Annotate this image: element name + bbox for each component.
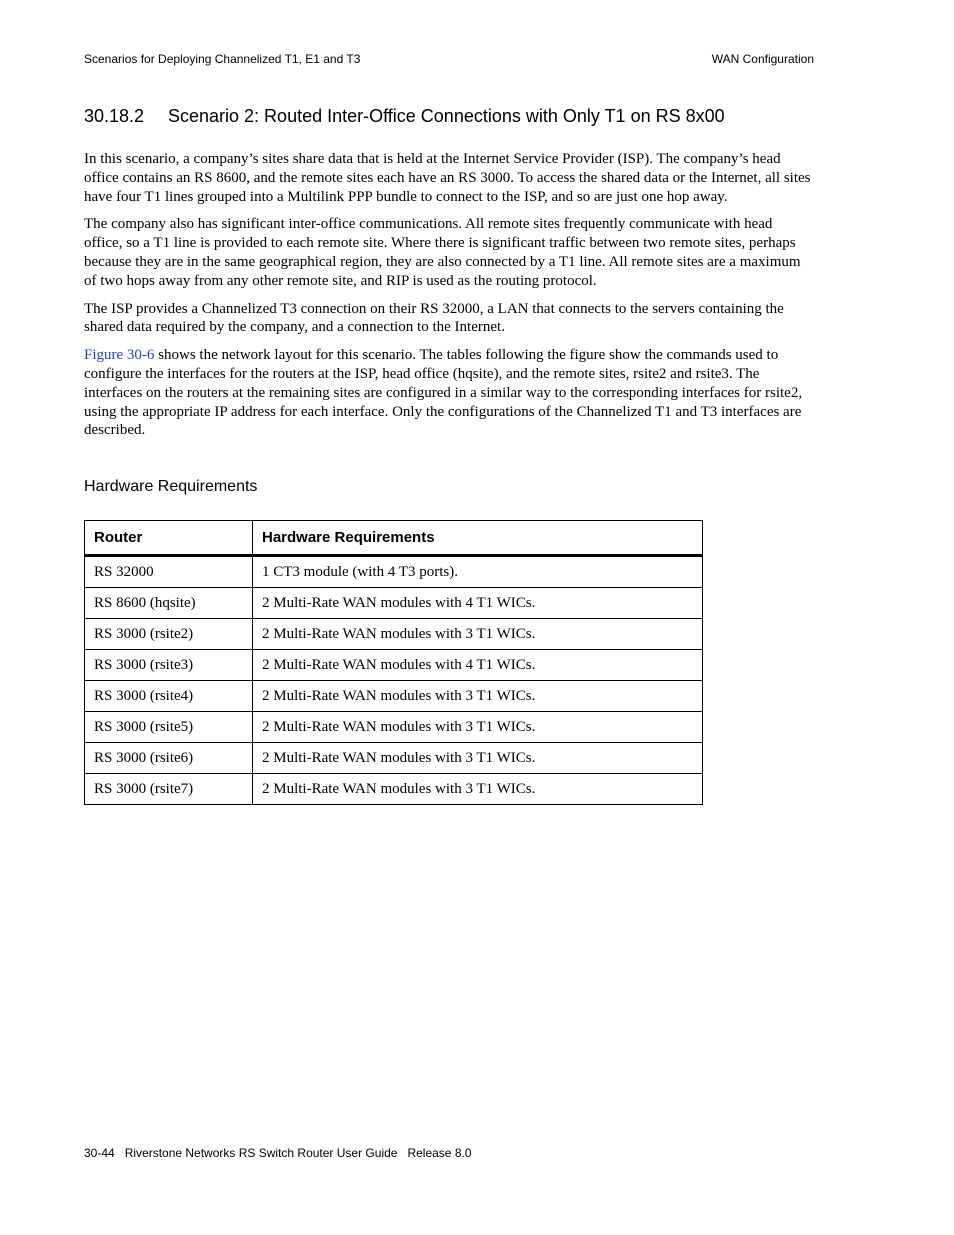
hardware-cell: 2 Multi-Rate WAN modules with 4 T1 WICs. — [253, 650, 703, 681]
paragraph-3: The ISP provides a Channelized T3 connection on their RS 32000, a LAN that connects to the servers containing the shared data required by the company, and a connection to the Internet. — [84, 300, 784, 336]
paragraph-4-text: shows the network layout for this scenario. The tables following the figure show the commands used to configure the interfaces for the routers at the ISP, head office (hqsite), and the remote sites, rsite2 and rsite3. The interfaces on the routers at the remaining sites are configured in a similar way to the corresponding interfaces for rsite2, using the appropriate IP address for each interface. Only the configurations of the Channelized T1 and T3 interfaces are described. — [84, 347, 803, 439]
router-cell: RS 8600 (hqsite) — [85, 588, 253, 619]
hardware-requirements-heading: Hardware Requirements — [84, 478, 258, 495]
hardware-cell: 2 Multi-Rate WAN modules with 3 T1 WICs. — [253, 774, 703, 805]
table-row — [85, 650, 703, 681]
table-row — [85, 556, 703, 588]
table-row — [85, 588, 703, 619]
router-cell: RS 3000 (rsite6) — [85, 743, 253, 774]
router-cell: RS 3000 (rsite4) — [85, 681, 253, 712]
hardware-requirements-table — [84, 520, 703, 805]
table-row — [85, 681, 703, 712]
column-header-hardware: Hardware Requirements — [253, 521, 703, 556]
hardware-cell: 1 CT3 module (with 4 T3 ports). — [253, 556, 703, 588]
table-row — [85, 712, 703, 743]
section-title: Scenario 2: Routed Inter-Office Connections with Only T1 on RS 8x00 — [168, 106, 725, 126]
table-header-row — [85, 521, 703, 556]
column-header-router: Router — [85, 521, 253, 556]
hardware-cell: 2 Multi-Rate WAN modules with 3 T1 WICs. — [253, 619, 703, 650]
hardware-cell: 2 Multi-Rate WAN modules with 4 T1 WICs. — [253, 588, 703, 619]
table-row — [85, 743, 703, 774]
hardware-cell: 2 Multi-Rate WAN modules with 3 T1 WICs. — [253, 743, 703, 774]
router-cell: RS 3000 (rsite3) — [85, 650, 253, 681]
header-section-title: WAN Configuration — [711, 52, 814, 66]
hardware-cell: 2 Multi-Rate WAN modules with 3 T1 WICs. — [253, 681, 703, 712]
paragraph-2: The company also has significant inter-office communications. All remote sites frequently communicate with head office, so a T1 line is provided to each remote site. Where there is significant traffic between two remote sites, perhaps because they are in the same geographical region, they are also connected by a T1 line. All remote sites are a maximum of two hops away from any other remote site, and RIP is used as the routing protocol. — [84, 216, 801, 289]
router-cell: RS 32000 — [85, 556, 253, 588]
page-footer: 30-44 Riverstone Networks RS Switch Router User Guide Release 8.0 — [84, 1146, 472, 1160]
router-cell: RS 3000 (rsite2) — [85, 619, 253, 650]
hardware-cell: 2 Multi-Rate WAN modules with 3 T1 WICs. — [253, 712, 703, 743]
section-heading — [84, 106, 725, 127]
body-text — [84, 150, 814, 449]
table-row — [85, 619, 703, 650]
paragraph-4 — [84, 346, 814, 440]
table-row — [85, 774, 703, 805]
paragraph-1: In this scenario, a company’s sites share data that is held at the Internet Service Provider (ISP). The company’s head office contains an RS 8600, and the remote sites each have an RS 3000. To access the shared data or the Internet, all sites have four T1 lines grouped into a Multilink PPP bundle to connect to the ISP, and so are just one hop away. — [84, 151, 811, 205]
section-number: 30.18.2 — [84, 106, 145, 126]
router-cell: RS 3000 (rsite7) — [85, 774, 253, 805]
router-cell: RS 3000 (rsite5) — [85, 712, 253, 743]
figure-link[interactable]: Figure 30-6 — [84, 347, 155, 364]
header-chapter-title: Scenarios for Deploying Channelized T1, E1 and T3 — [84, 52, 361, 66]
